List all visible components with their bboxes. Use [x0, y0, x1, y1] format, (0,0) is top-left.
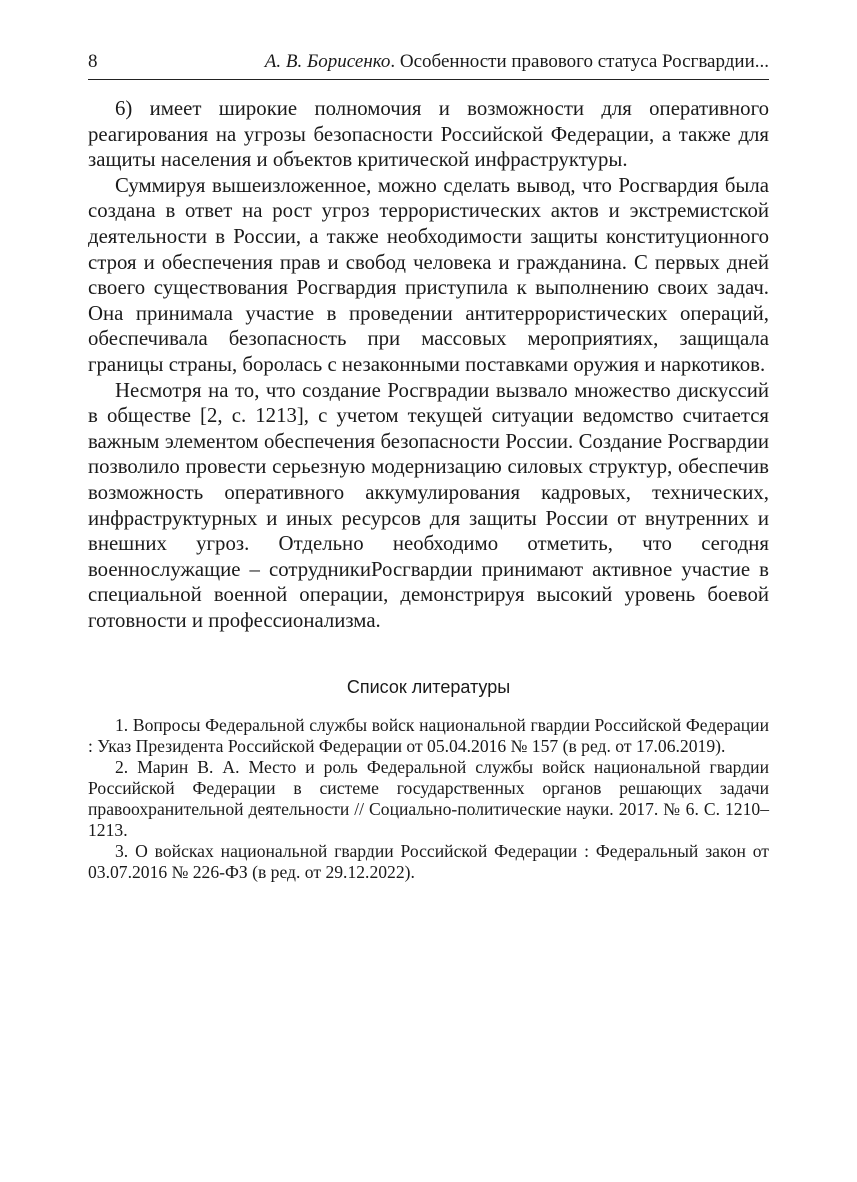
references-heading: Список литературы [346, 677, 511, 697]
references-list [88, 715, 769, 883]
running-title [265, 49, 769, 75]
body-paragraph: Несмотря на то, что создание Росгврадии вызвало множество дискуссий в обществе [2, с. 1213], с учетом текущей ситуации ведомство считается важным элементом обеспечения безопасности России. Создание Росгвардии позволило провести серьезную модернизацию силовых структур, обеспечив возможность оперативного аккумулирования кадровых, технических, инфраструктурных и иных ресурсов для защиты России от внутренних и внешних угроз. Отдельно необходимо отметить, что сегодня военнослужащие – сотрудникиРосгвардии принимают активное участие в специальной военной операции, демонстрируя высокий уровень боевой готовности и профессионализма. [88, 378, 769, 632]
reference-item: 1. Вопросы Федеральной службы войск национальной гвардии Российской Федерации : Указ Президента Российской Федерации от 05.04.2016 № 157 (в ред. от 17.06.2019). [88, 715, 769, 756]
header-divider [88, 79, 769, 80]
reference-item: 3. О войсках национальной гвардии Российской Федерации : Федеральный закон от 03.07.2016 № 226-ФЗ (в ред. от 29.12.2022). [88, 841, 769, 882]
article-title: . Особенности правового статуса Росгвардии... [390, 51, 769, 72]
article-body [88, 96, 769, 633]
author-name: А. В. Борисенко [264, 51, 391, 72]
reference-item: 2. Марин В. А. Место и роль Федеральной службы войск национальной гвардии Российской Федерации в системе государственных органов решающих задачи правоохранительной деятельности // Социально-политические науки. 2017. № 6. С. 1210–1213. [88, 757, 769, 840]
body-paragraph: 6) имеет широкие полномочия и возможности для оперативного реагирования на угрозы безопасности Российской Федерации, а также для защиты населения и объектов критической инфраструктуры. [88, 97, 769, 172]
running-header [88, 49, 769, 75]
body-paragraph: Суммируя вышеизложенное, можно сделать вывод, что Росгвардия была создана в ответ на рост угроз террористических актов и экстремистской деятельности в России, а также необходимости защиты конституционного строя и обеспечения прав и свобод человека и гражданина. С первых дней своего существования Росгвардия приступила к выполнению своих задач. Она принимала участие в проведении антитеррористических операций, обеспечивала безопасность при массовых мероприятиях, защищала границы страны, боролась с незаконными поставками оружия и наркотиков. [88, 173, 769, 376]
page-number: 8 [88, 51, 98, 72]
